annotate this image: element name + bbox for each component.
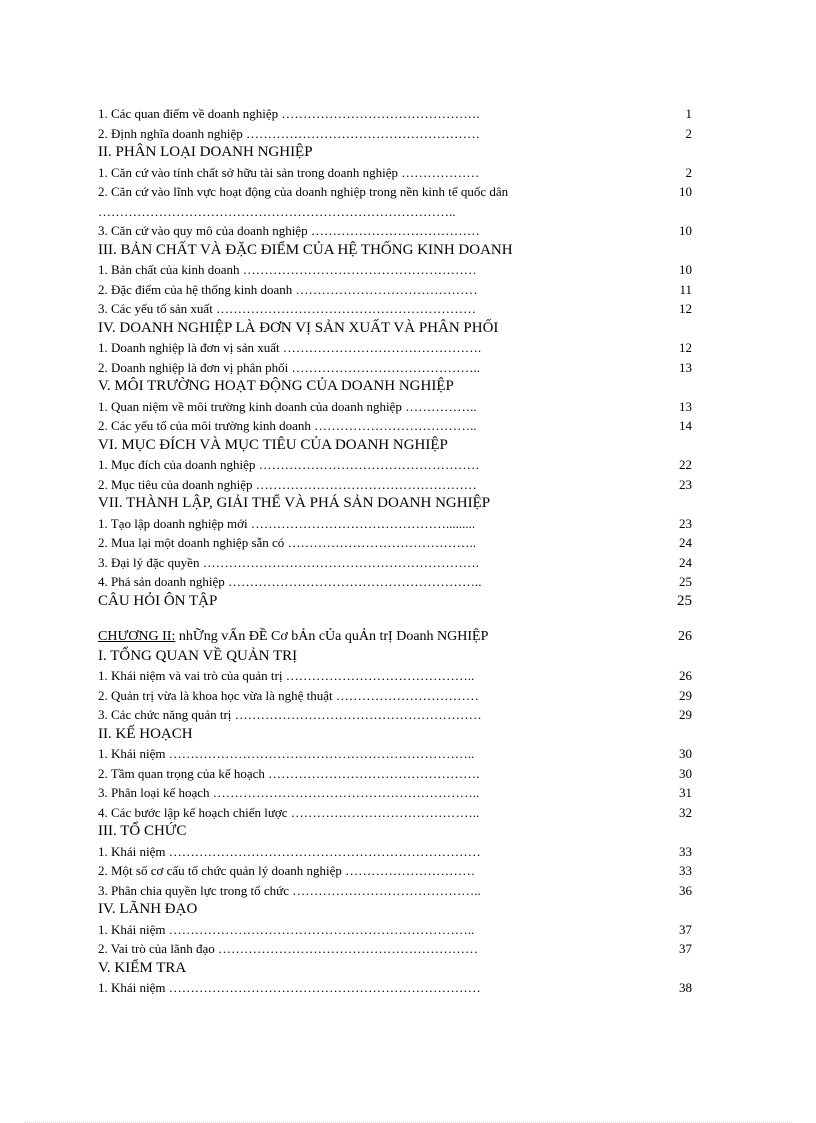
- toc-entry[interactable]: [98, 939, 698, 959]
- toc-page-number: 2: [685, 125, 692, 141]
- toc-entry[interactable]: [98, 666, 698, 686]
- toc-entry-text: IV. LÃNH ĐẠO: [98, 901, 198, 917]
- toc-page-number: 37: [679, 941, 692, 956]
- toc-page-number: 25: [679, 574, 692, 589]
- toc-section-heading[interactable]: [98, 494, 698, 514]
- toc-entry-text: 3. Các chức năng quản trị …………………………………………………: [98, 707, 482, 722]
- toc-entry-text: 2. Tầm quan trọng của kế hoạch ………………………………………….: [98, 765, 480, 781]
- toc-entry-text: IV. DOANH NGHIỆP LÀ ĐƠN VỊ SẢN XUẤT VÀ PHÂN PHỐI: [98, 319, 499, 336]
- toc-entry[interactable]: [98, 881, 698, 901]
- toc-page-number: 1: [685, 106, 692, 121]
- toc-section-heading[interactable]: [98, 241, 698, 261]
- chapter-label: CHƯƠNG II:: [98, 629, 176, 644]
- toc-entry[interactable]: [98, 260, 698, 280]
- toc-page-number: 36: [679, 882, 692, 898]
- toc-page-number: 33: [679, 843, 692, 859]
- toc-page-number: 30: [679, 765, 692, 781]
- toc-entry[interactable]: [98, 861, 698, 881]
- toc-entry-text: 1. Bản chất của kinh doanh ………………………………………………: [98, 262, 477, 277]
- toc-section-heading[interactable]: [98, 592, 698, 612]
- toc-page-number: 38: [679, 980, 692, 995]
- toc-entry-text: III. BẢN CHẤT VÀ ĐẶC ĐIỂM CỦA HỆ THỐNG KINH DOANH: [98, 241, 513, 258]
- toc-page-number: 14: [679, 418, 692, 433]
- toc-entry-text: 2. Đặc điểm của hệ thống kinh doanh ……………………………………: [98, 281, 478, 297]
- toc-entry[interactable]: [98, 572, 698, 592]
- toc-entry-text: 2. Một số cơ cấu tổ chức quản lý doanh nghiệp …………………………: [98, 863, 476, 878]
- toc-page-number: 23: [679, 515, 692, 531]
- toc-section-heading[interactable]: [98, 377, 698, 397]
- toc-entry[interactable]: [98, 514, 698, 534]
- toc-page-number: 13: [679, 398, 692, 414]
- toc-page-number: 29: [679, 687, 692, 703]
- toc-entry[interactable]: [98, 299, 698, 319]
- toc-entry[interactable]: [98, 475, 698, 495]
- toc-entry[interactable]: [98, 358, 698, 378]
- toc-entry[interactable]: [98, 221, 698, 241]
- toc-chapter-title: [98, 627, 488, 647]
- toc-page-number: 26: [678, 629, 692, 644]
- toc-entry[interactable]: [98, 104, 698, 124]
- toc-entry-text: V. KIỂM TRA: [98, 959, 187, 976]
- toc-entry[interactable]: [98, 124, 698, 144]
- toc-entry-text: 3. Các yếu tố sản xuất ……………………………………………………: [98, 301, 477, 316]
- toc-page-number: 24: [679, 554, 692, 570]
- toc-entry[interactable]: [98, 764, 698, 784]
- toc-page-number: 29: [679, 707, 692, 722]
- toc-entry-text: 2. Doanh nghiệp là đơn vị phân phối ……………………………………..: [98, 359, 481, 375]
- toc-chapter-heading[interactable]: [98, 627, 698, 647]
- toc-entry[interactable]: [98, 338, 698, 358]
- toc-page-number: 13: [679, 359, 692, 375]
- toc-entry-text: 2. Mua lại một doanh nghiệp sẵn có ……………………………………..: [98, 535, 477, 550]
- toc-entry-text: II. PHÂN LOẠI DOANH NGHIỆP: [98, 144, 313, 160]
- toc-entry-text: V. MÔI TRƯỜNG HOẠT ĐỘNG CỦA DOANH NGHIỆP: [98, 378, 454, 394]
- toc-entry-text: 3. Căn cứ vào quy mô của doanh nghiệp …………………………………: [98, 223, 480, 238]
- toc-entry[interactable]: [98, 744, 698, 764]
- toc-entry-text: I. TỔNG QUAN VỀ QUẢN TRỊ: [98, 647, 298, 664]
- toc-page-number: 24: [679, 535, 692, 550]
- toc-page-number: 37: [679, 921, 692, 937]
- toc-entry-text: 2. Căn cứ vào lĩnh vực hoạt động của doanh nghiệp trong nền kinh tế quốc dân: [98, 184, 509, 199]
- toc-section-heading[interactable]: [98, 436, 698, 456]
- toc-page-number: 10: [679, 262, 692, 277]
- toc-entry-text: VI. MỤC ĐÍCH VÀ MỤC TIÊU CỦA DOANH NGHIỆP: [98, 436, 448, 453]
- toc-entry-text: 1. Quan niệm về môi trường kinh doanh của doanh nghiệp ……………..: [98, 398, 477, 414]
- toc-entry-text: 1. Khái niệm ………………………………………………………………: [98, 980, 481, 995]
- toc-entry[interactable]: [98, 182, 698, 221]
- toc-section-heading[interactable]: [98, 319, 698, 339]
- toc-entry-text: CÂU HỎI ÔN TẬP: [98, 592, 218, 609]
- toc-page-number: 12: [679, 340, 692, 355]
- toc-entry[interactable]: [98, 978, 698, 998]
- toc-entry[interactable]: [98, 280, 698, 300]
- toc-entry-text: 1. Tạo lập doanh nghiệp mới ……………………………………….........: [98, 515, 476, 531]
- toc-section-heading[interactable]: [98, 959, 698, 979]
- toc-entry[interactable]: [98, 163, 698, 183]
- toc-entry[interactable]: [98, 842, 698, 862]
- toc-entry-text: 4. Các bước lập kế hoạch chiến lược ……………………………………..: [98, 804, 480, 820]
- toc-page-number: 31: [679, 785, 692, 800]
- toc-entry-text: 2. Định nghĩa doanh nghiệp ………………………………………………: [98, 125, 481, 141]
- toc-entry[interactable]: [98, 783, 698, 803]
- toc-page-number: 22: [679, 457, 692, 472]
- toc-entry-text: 2. Các yếu tố của môi trường kinh doanh ………………………………..: [98, 418, 477, 433]
- chapter-title: nhỮng vẤn ĐỀ Cơ bẢn cỦa quẢn trỊ Doanh NGHIỆP: [175, 629, 489, 644]
- toc-entry-text: 1. Khái niệm ……………………………………………………………..: [98, 746, 475, 761]
- toc-entry-text: 1. Khái niệm và vai trò của quản trị ……………………………………..: [98, 668, 475, 683]
- toc-entry-text: II. KẾ HOẠCH: [98, 725, 193, 742]
- toc-entry[interactable]: [98, 397, 698, 417]
- toc-entry[interactable]: [98, 803, 698, 823]
- toc-entry[interactable]: [98, 705, 698, 725]
- toc-entry-text: VII. THÀNH LẬP, GIẢI THỂ VÀ PHÁ SẢN DOANH NGHIỆP: [98, 495, 491, 511]
- toc-entry-text: 4. Phá sản doanh nghiệp …………………………………………………..: [98, 574, 482, 589]
- toc-section-heading[interactable]: [98, 647, 698, 667]
- toc-page-number: 30: [679, 746, 692, 761]
- toc-entry-leader: ………………………………………………………………………..: [98, 203, 456, 219]
- toc-entry[interactable]: [98, 455, 698, 475]
- toc-section-heading[interactable]: [98, 900, 698, 920]
- toc-page-number: 12: [679, 301, 692, 316]
- toc-entry[interactable]: [98, 416, 698, 436]
- toc-page-number: 2: [685, 164, 692, 180]
- toc-entry-text: 1. Các quan điểm về doanh nghiệp ……………………………………….: [98, 106, 480, 121]
- toc-entry[interactable]: [98, 686, 698, 706]
- toc-page-number: 33: [679, 863, 692, 878]
- toc-entry-text: 1. Căn cứ vào tính chất sở hữu tài sản trong doanh nghiệp ………………: [98, 164, 480, 180]
- toc-entry-text: III. TỔ CHỨC: [98, 823, 187, 839]
- toc-entry-text: 3. Đại lý đặc quyền ……………………………………………………….: [98, 554, 479, 570]
- toc-entry-text: 3. Phân chia quyền lực trong tổ chức ……………………………………..: [98, 882, 481, 898]
- toc-page-number: 23: [679, 476, 692, 492]
- toc-page-number: 10: [679, 223, 692, 238]
- toc-entry-text: 1. Doanh nghiệp là đơn vị sản xuất ……………………………………….: [98, 340, 482, 355]
- table-of-contents: [98, 104, 698, 998]
- toc-page-number: 10: [679, 184, 692, 199]
- toc-entry-text: 3. Phân loại kế hoạch ……………………………………………………..: [98, 785, 480, 800]
- toc-entry-text: 1. Khái niệm ………………………………………………………………: [98, 843, 481, 859]
- toc-entry-text: 2. Vai trò của lãnh đạo ……………………………………………………: [98, 941, 478, 956]
- toc-page-number: 26: [679, 668, 692, 683]
- toc-entry-text: 2. Quản trị vừa là khoa học vừa là nghệ thuật ……………………………: [98, 687, 479, 703]
- toc-entry[interactable]: [98, 533, 698, 553]
- toc-entry-text: 1. Khái niệm ……………………………………………………………..: [98, 921, 475, 937]
- toc-section-heading[interactable]: [98, 143, 698, 163]
- toc-entry[interactable]: [98, 553, 698, 573]
- toc-entry-text: 2. Mục tiêu của doanh nghiệp ……………………………………………: [98, 476, 477, 492]
- toc-section-heading[interactable]: [98, 725, 698, 745]
- toc-page-number: 25: [677, 592, 692, 609]
- toc-page-number: 11: [679, 281, 692, 297]
- toc-page-number: 32: [679, 804, 692, 820]
- toc-section-heading[interactable]: [98, 822, 698, 842]
- toc-entry[interactable]: [98, 920, 698, 940]
- toc-entry-text: 1. Mục đích của doanh nghiệp ……………………………………………: [98, 457, 480, 472]
